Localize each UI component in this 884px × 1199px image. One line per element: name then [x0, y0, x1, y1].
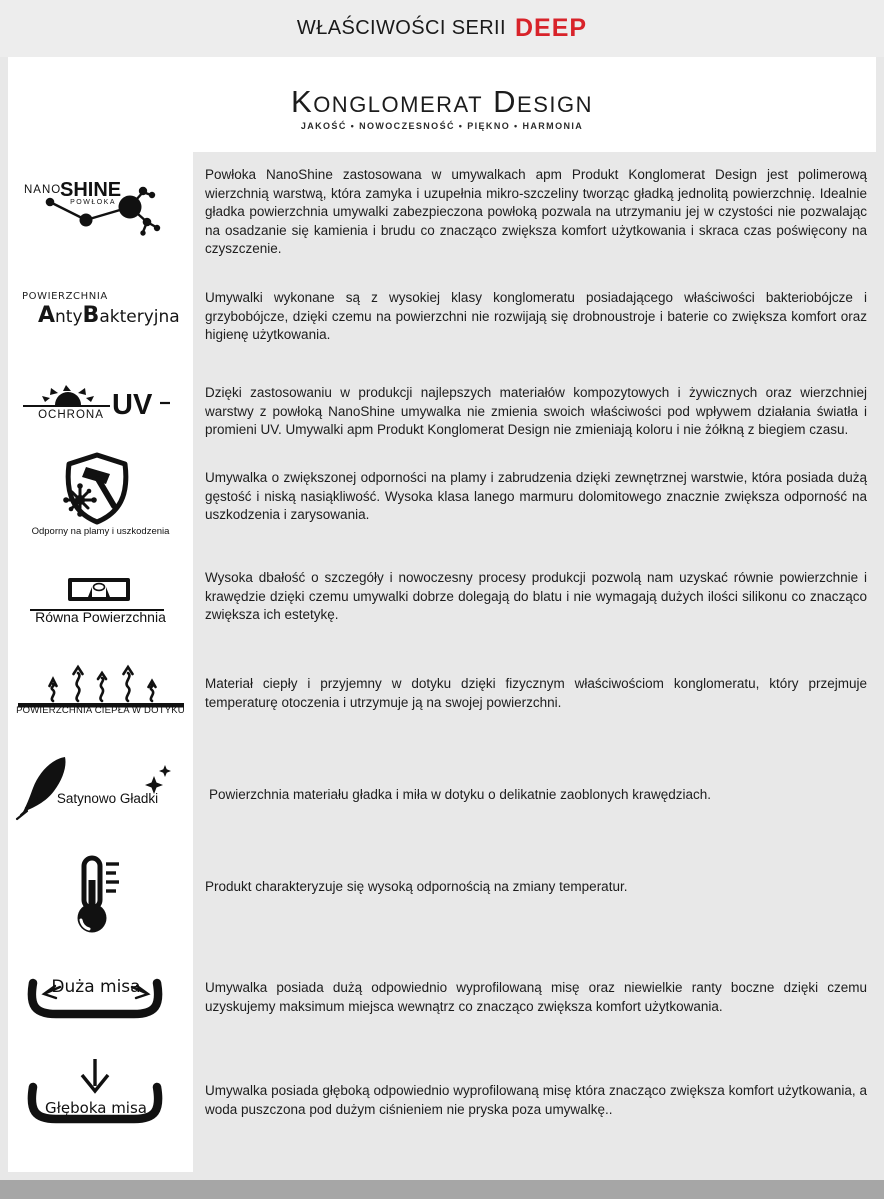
wide-bowl-arrows-icon	[22, 970, 178, 1028]
bottom-strip	[0, 1180, 884, 1199]
page-title: WŁAŚCIWOŚCI SERII	[296, 17, 506, 39]
brand-logo: Konglomerat Design	[291, 84, 593, 119]
feature-description: Dzięki zastosowaniu w produkcji najlepszych materiałów kompozytowych i żywicznych oraz wierzchniej warstwy z powłoką NanoShine umywalka nie zmienia swoich właściwości pod wpływem działania światła i promieni UV. Umywalki apm Produkt Konglomerat Design nie zmieniają koloru i nie żółkną z biegiem czasu.	[205, 385, 867, 437]
antibacterial-text-rest: akteryjna	[99, 307, 180, 327]
uv-label-uv: UV	[112, 389, 153, 421]
deep-bowl-label: Głęboka misa	[45, 1099, 147, 1117]
heat-wave-arrows	[50, 667, 156, 701]
sun-icon	[42, 385, 94, 405]
thermometer-icon	[58, 852, 138, 936]
antibacterial-text-nty: nty	[55, 307, 83, 327]
brand-logo-band	[8, 57, 876, 152]
sun-uv-protection-icon	[14, 383, 189, 428]
feature-caption: Równa Powierzchnia	[35, 609, 166, 625]
feature-description: Umywalki wykonane są z wysokiej klasy konglomeratu posiadającego właściwości bakteriobójcze i grzybobójcze, dzięki czemu na powierzchni nie rozwijają się drobnoustroje i baterie co zwiększa komfort oraz higienę użytkowania.	[205, 290, 867, 342]
brand-tagline: JAKOŚĆ • NOWOCZESNOŚĆ • PIĘKNO • HARMONIA	[300, 121, 584, 131]
level-bubble	[94, 584, 105, 591]
feature-description: Materiał ciepły i przyjemny w dotyku dzięki fizycznym właściwościom konglomeratu, który przejmuje temperaturę otoczenia i utrzymuje ją na swojej powierzchni.	[205, 676, 867, 710]
feature-caption: POWIERZCHNIA CIEPŁA W DOTYKU	[16, 705, 185, 716]
feature-description: Powłoka NanoShine zastosowana w umywalkach apm Produkt Konglomerat Design jest polimerową wierzchnią warstwą, która zamyka i uzupełnia mikro-szczeliny tworząc gładką jednolitą powierzchnię. Idealnie gładka powierzchnia umywalki zabezpieczona powłoką pozwala na utrzymaniu jej w czystości nie pozwalając na osadzanie się kamienia i brudu co znacząco zwiększa komfort użytkowania i skraca czas poświęcony na czyszczenie.	[205, 167, 867, 256]
feature-icon-deep-bowl	[22, 1056, 178, 1133]
antibacterial-label-main	[38, 303, 193, 328]
sparkle-icons	[145, 765, 171, 794]
feature-caption: Odporny na plamy i uszkodzenia	[31, 526, 170, 537]
feature-icon-antibacterial	[8, 291, 193, 328]
big-bowl-label: Duża misa	[51, 977, 141, 997]
heat-waves-icon	[8, 663, 193, 711]
thermometer-bulb	[78, 904, 107, 933]
deep-bowl-arrow-icon	[22, 1056, 178, 1128]
thermometer-ticks	[106, 864, 119, 891]
feather-sparkles-icon	[8, 752, 193, 822]
nanoshine-label-shine: SHINE	[60, 179, 122, 201]
feature-description: Powierzchnia materiału gładka i miła w dotyku o delikatnie zaoblonych krawędziach.	[209, 787, 712, 802]
feature-description: Umywalka posiada głęboką odpowiednio wyprofilowaną misę która znacząco zwiększa komfort użytkowania, a woda puszczona pod dużym ciśnieniem nie pryska poza umywalkę..	[205, 1083, 867, 1117]
page-header	[0, 0, 884, 57]
feature-description: Wysoka dbałość o szczegóły i nowoczesny procesy produkcji pozwolą nam uzyskać równie powierzchnie i krawędzie dzięki czemu umywalki dobrze dolegają do blatu i nie wymagają dużych ilości silikonu co znacząco zwiększa ich estetykę.	[205, 570, 867, 622]
shield-outline	[68, 455, 126, 522]
nanoshine-label-powloka: POWŁOKA	[70, 199, 116, 206]
feature-caption: Satynowo Gładki	[56, 791, 159, 806]
nanoshine-label-nano: NANO	[24, 184, 62, 196]
uv-label-ochrona: OCHRONA	[38, 409, 104, 421]
feature-icon-nanoshine	[12, 170, 172, 253]
antibacterial-letter-a: A	[38, 303, 56, 328]
feature-description: Produkt charakteryzuje się wysoką odpornością na zmiany temperatur.	[205, 879, 628, 894]
feature-icon-big-bowl	[22, 970, 178, 1033]
antibacterial-letter-b: B	[82, 303, 100, 328]
series-name-highlight: DEEP	[514, 14, 588, 42]
nanoshine-molecule-icon	[12, 170, 172, 248]
antibacterial-label-top: POWIERZCHNIA	[22, 291, 108, 302]
feature-description: Umywalka o zwiększonej odporności na plamy i zabrudzenia dzięki zewnętrznej warstwie, która posiada dużą gęstość i niską nasiąkliwość. Wysoka klasa lanego marmuru dolomitowego znacznie zwiększa odporność na uszkodzenia i zarysowania.	[205, 470, 867, 522]
feature-description: Umywalka posiada dużą odpowiednio wyprofilowaną misę oraz niewielkie ranty boczne dzięki czemu uzyskujemy maksimum miejsca wewnątrz co znacząco zwiększa komfort użytkowania.	[205, 980, 867, 1014]
shield-hammer-icon	[42, 452, 152, 526]
feature-icon-temperature	[58, 852, 138, 941]
down-arrow-icon	[82, 1059, 108, 1091]
feature-icon-uv	[14, 383, 189, 433]
feature-icon-stain-resistant	[42, 452, 152, 531]
feature-icon-satin-smooth	[8, 752, 193, 827]
